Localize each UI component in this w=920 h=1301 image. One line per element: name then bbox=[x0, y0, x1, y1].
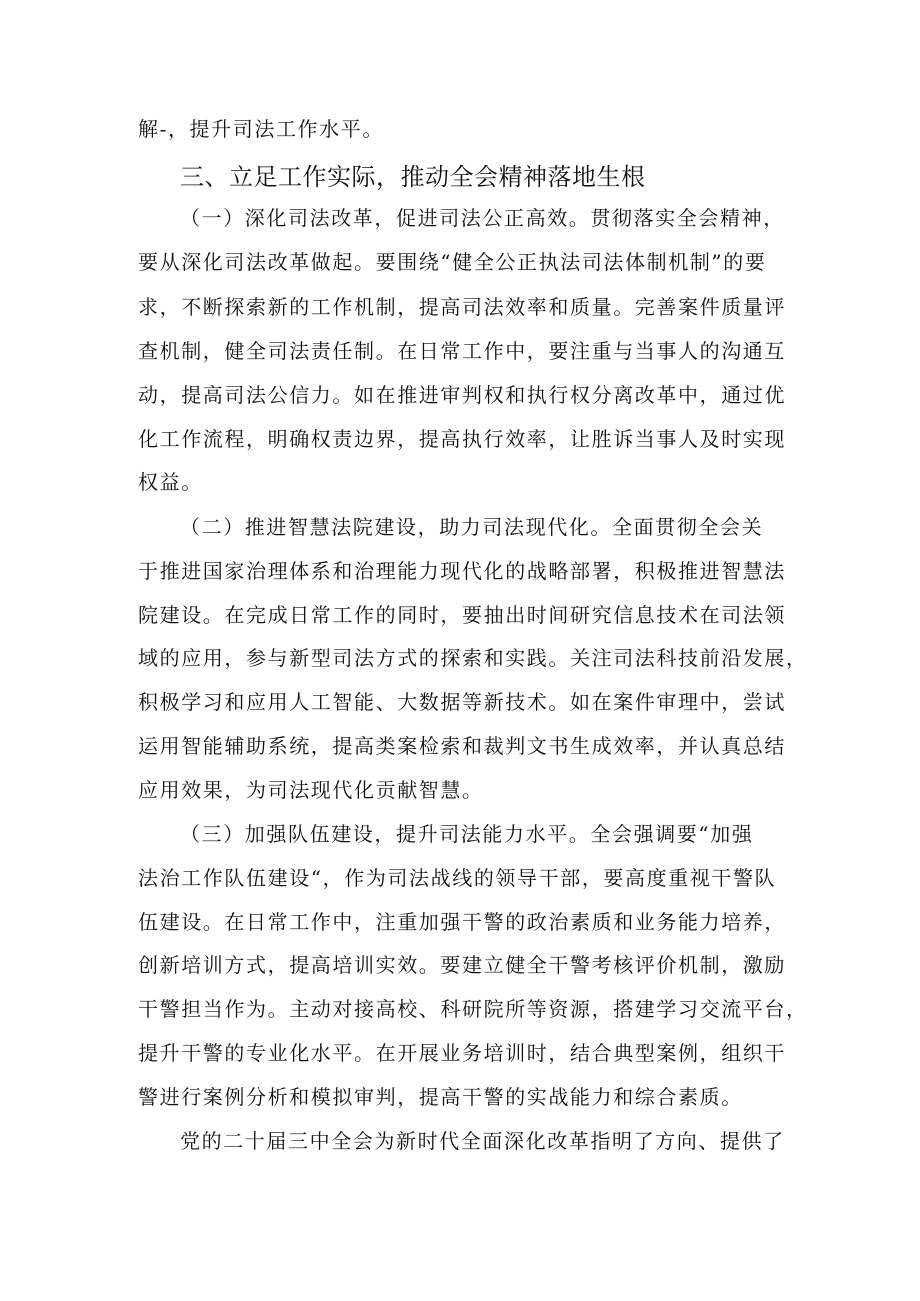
paragraph-line: 要从深化司法改革做起。要围绕“健全公正执法司法体制机制”的要 bbox=[138, 250, 767, 274]
paragraph-line: 运用智能辅助系统，提高类案检索和裁判文书生成效率，并认真总结 bbox=[138, 734, 786, 758]
paragraph-line: 于推进国家治理体系和治理能力现代化的战略部署，积极推进智慧法 bbox=[138, 559, 786, 583]
paragraph-line: 查机制，健全司法责任制。在日常工作中，要注重与当事人的沟通互 bbox=[138, 339, 786, 363]
paragraph-line: 提升干警的专业化水平。在开展业务培训时，结合典型案例，组织干 bbox=[138, 1041, 786, 1065]
paragraph-line: 动，提高司法公信力。如在推进审判权和执行权分离改革中，通过优 bbox=[138, 383, 786, 407]
paragraph-line: 权益。 bbox=[138, 470, 203, 494]
paragraph-line: 应用效果，为司法现代化贡献智慧。 bbox=[138, 778, 484, 802]
paragraph-line: 院建设。在完成日常工作的同时，要抽出时间研究信息技术在司法领 bbox=[138, 603, 786, 627]
paragraph-line: 干警担当作为。主动对接高校、科研院所等资源，搭建学习交流平台， bbox=[138, 997, 808, 1021]
paragraph-line: 积极学习和应用人工智能、大数据等新技术。如在案件审理中，尝试 bbox=[138, 690, 786, 714]
paragraph-line: （一）深化司法改革，促进司法公正高效。贯彻落实全会精神， bbox=[180, 206, 785, 230]
paragraph-line: 党的二十届三中全会为新时代全面深化改革指明了方向、提供了 bbox=[180, 1129, 785, 1153]
section-heading: 三、立足工作实际，推动全会精神落地生根 bbox=[180, 163, 646, 191]
paragraph-line: （三）加强队伍建设，提升司法能力水平。全会强调要“加强 bbox=[180, 822, 754, 846]
paragraph-line: 域的应用，参与新型司法方式的探索和实践。关注司法科技前沿发展， bbox=[138, 646, 808, 670]
paragraph-line: 警进行案例分析和模拟审判，提高干警的实战能力和综合素质。 bbox=[138, 1085, 743, 1109]
paragraph-line: 化工作流程，明确权责边界，提高执行效率，让胜诉当事人及时实现 bbox=[138, 427, 786, 451]
paragraph-line: 求，不断探索新的工作机制，提高司法效率和质量。完善案件质量评 bbox=[138, 295, 786, 319]
paragraph-line: 法治工作队伍建设“，作为司法战线的领导干部，要高度重视干警队 bbox=[138, 866, 777, 890]
paragraph-line: 伍建设。在日常工作中，注重加强干警的政治素质和业务能力培养， bbox=[138, 910, 786, 934]
paragraph-line: 创新培训方式，提高培训实效。要建立健全干警考核评价机制，激励 bbox=[138, 953, 786, 977]
paragraph-line: 解-，提升司法工作水平。 bbox=[138, 117, 384, 141]
paragraph-line: （二）推进智慧法院建设，助力司法现代化。全面贯彻全会关 bbox=[180, 515, 764, 539]
